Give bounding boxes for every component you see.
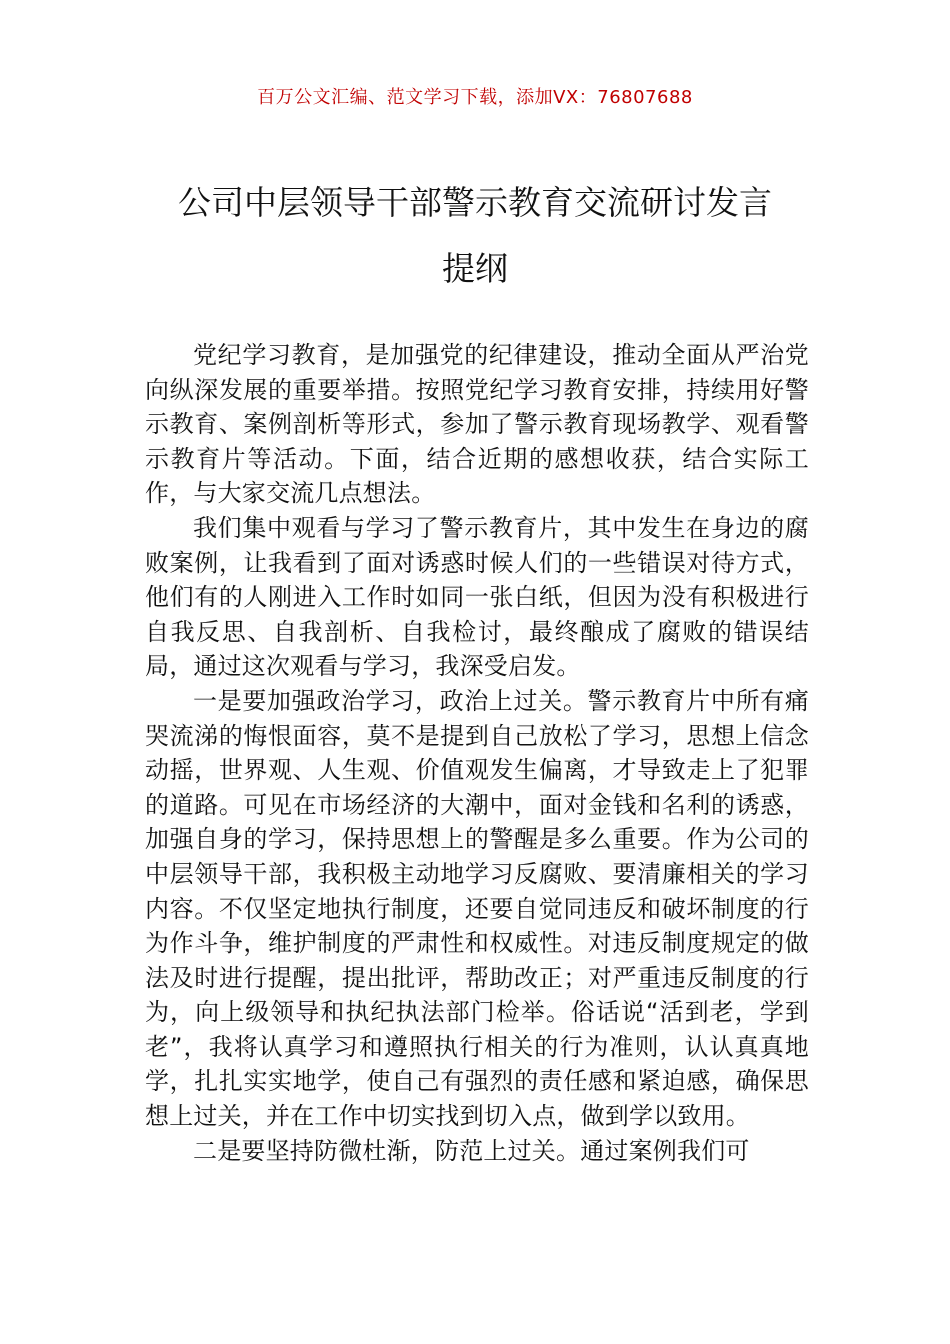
paragraph-viewing: 我们集中观看与学习了警示教育片，其中发生在身边的腐败案例，让我看到了面对诱惑时候人们的一些错误对待方式，他们有的人刚进入工作时如同一张白纸，但因为没有积极进行自我反思、自我剖析、自我检讨，最终酿成了腐败的错误结局，通过这次观看与学习，我深受启发。 <box>145 513 809 681</box>
document-body <box>145 338 809 1168</box>
title-line-1: 公司中层领导干部警示教育交流研讨发言 <box>178 183 772 222</box>
page-title <box>120 170 830 302</box>
title-line-2: 提纲 <box>442 249 508 288</box>
header-download-note: 百万公文汇编、范文学习下载，添加VX：76807688 <box>257 87 693 108</box>
paragraph-point-one: 一是要加强政治学习，政治上过关。警示教育片中所有痛哭流涕的悔恨面容，莫不是提到自己放松了学习，思想上信念动摇，世界观、人生观、价值观发生偏离，才导致走上了犯罪的道路。可见在市场经济的大潮中，面对金钱和名利的诱惑，加强自身的学习，保持思想上的警醒是多么重要。作为公司的中层领导干部，我积极主动地学习反腐败、要清廉相关的学习内容。不仅坚定地执行制度，还要自觉同违反和破坏制度的行为作斗争，维护制度的严肃性和权威性。对违反制度规定的做法及时进行提醒，提出批评，帮助改正；对严重违反制度的行为，向上级领导和执纪执法部门检举。俗话说“活到老，学到老”，我将认真学习和遵照执行相关的行为准则，认认真真地学，扎扎实实地学，使自己有强烈的责任感和紧迫感，确保思想上过关，并在工作中切实找到切入点，做到学以致用。 <box>145 686 809 1131</box>
paragraph-intro: 党纪学习教育，是加强党的纪律建设，推动全面从严治党向纵深发展的重要举措。按照党纪学习教育安排，持续用好警示教育、案例剖析等形式，参加了警示教育现场教学、观看警示教育片等活动。下面，结合近期的感想收获，结合实际工作，与大家交流几点想法。 <box>145 341 809 508</box>
paragraph-point-two: 二是要坚持防微杜渐，防范上过关。通过案例我们可 <box>193 1136 750 1165</box>
